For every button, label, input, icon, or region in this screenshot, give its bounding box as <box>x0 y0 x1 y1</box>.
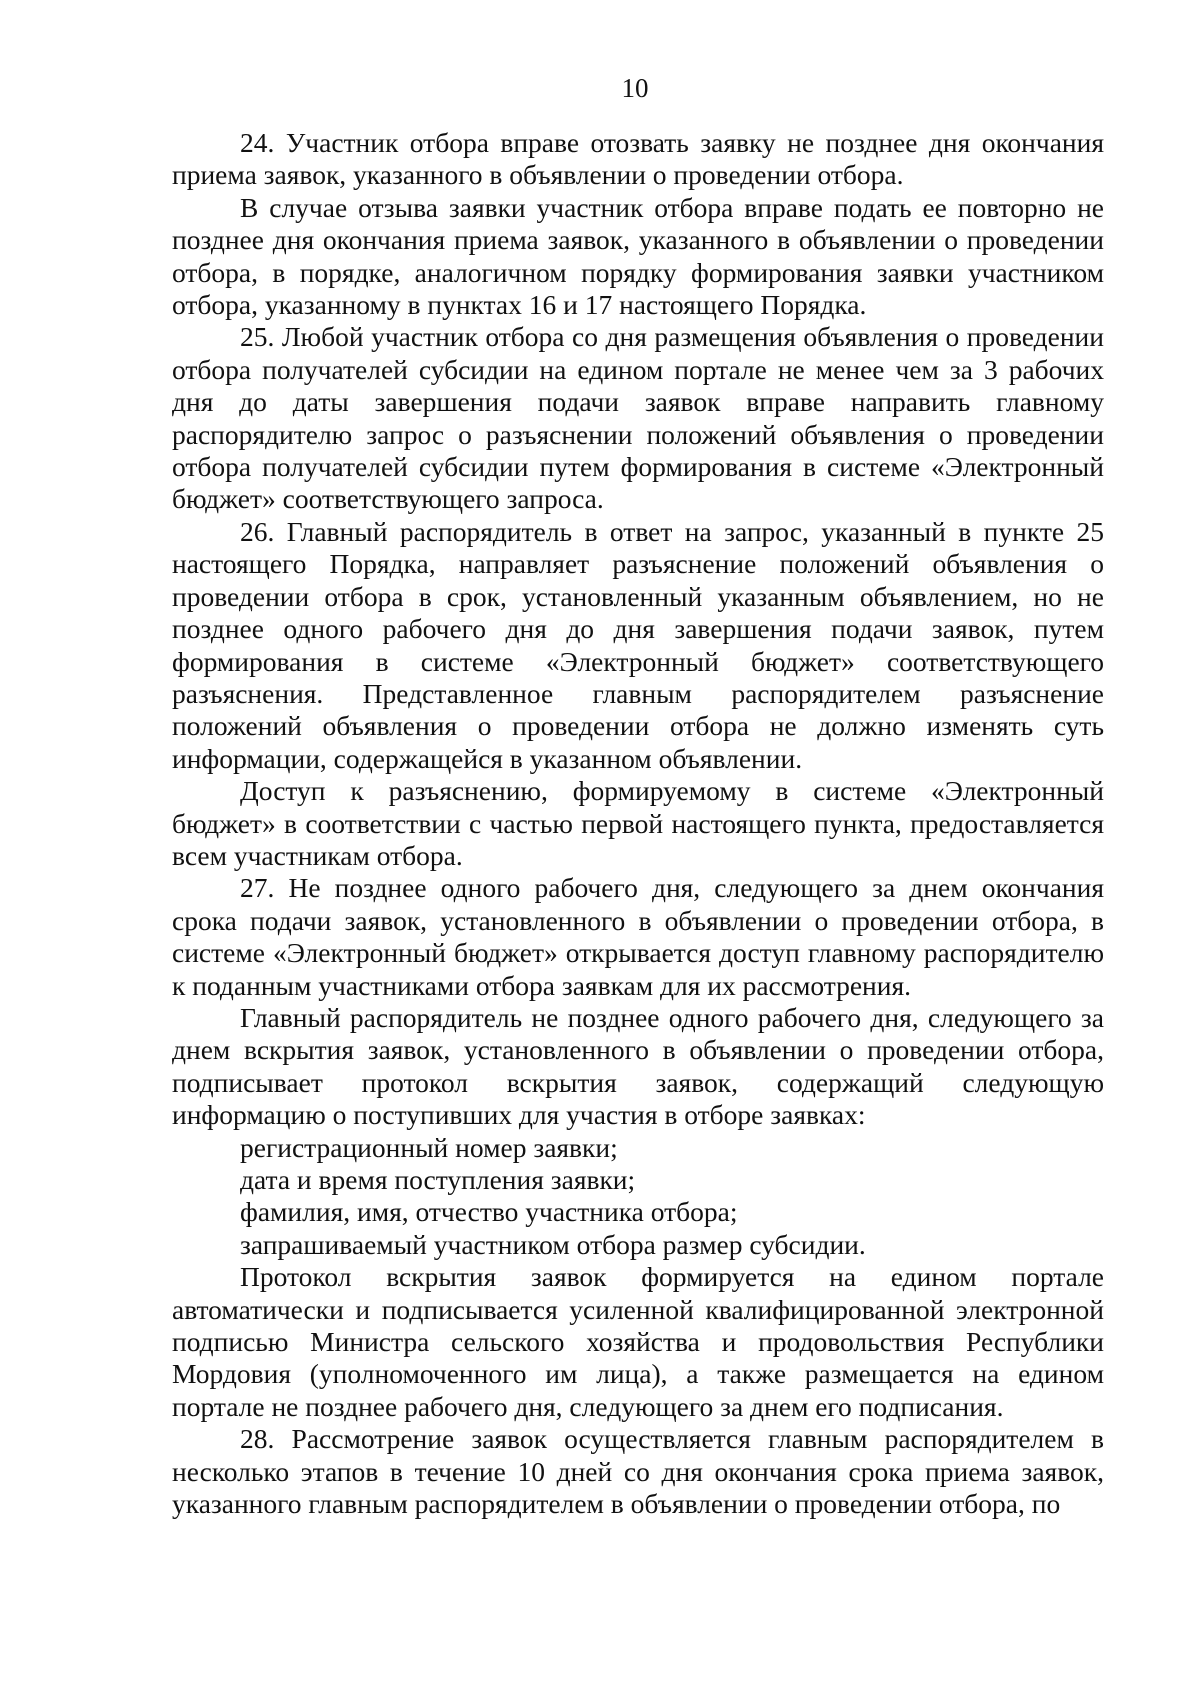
list-item: запрашиваемый участником отбора размер субсидии. <box>240 1228 866 1260</box>
paragraph-24: 24. Участник отбора вправе отозвать заявку не позднее дня окончания приема заявок, указанного в объявлении о проведении отбора. <box>172 127 1104 191</box>
paragraph-27-protocol: Главный распорядитель не позднее одного рабочего дня, следующего за днем вскрытия заявок, установленного в объявлении о проведении отбора, подписывает протокол вскрытия заявок, содержащий следующую информацию о поступивших для участия в отборе заявках: <box>172 1001 1104 1131</box>
list-item: регистрационный номер заявки; <box>240 1131 618 1163</box>
paragraph-28: 28. Рассмотрение заявок осуществляется главным распорядителем в несколько этапов в течение 10 дней со дня окончания срока приема заявок, указанного главным распорядителем в объявлении о проведении отбора, по <box>172 1423 1104 1520</box>
paragraph-24-withdrawal: В случае отзыва заявки участник отбора вправе подать ее повторно не позднее дня окончания приема заявок, указанного в объявлении о проведении отбора, в порядке, аналогичном порядку формирования заявки участником отбора, указанному в пунктах 16 и 17 настоящего Порядка. <box>172 191 1104 321</box>
page-number: 10 <box>621 73 649 103</box>
paragraph-protocol-signing: Протокол вскрытия заявок формируется на едином портале автоматически и подписывается усиленной квалифицированной электронной подписью Министра сельского хозяйства и продовольствия Республики Мордовия (уполномоченного им лица), а также размещается на едином портале не позднее рабочего дня, следующего за днем его подписания. <box>172 1261 1104 1422</box>
list-item: фамилия, имя, отчество участника отбора; <box>240 1196 738 1228</box>
list-item: дата и время поступления заявки; <box>240 1164 636 1195</box>
document-body <box>172 127 1104 1520</box>
paragraph-26: 26. Главный распорядитель в ответ на запрос, указанный в пункте 25 настоящего Порядка, направляет разъяснение положений объявления о проведении отбора в срок, установленный указанным объявлением, но не позднее одного рабочего дня до дня завершения подачи заявок, путем формирования в системе «Электронный бюджет» соответствующего разъяснения. Представленное главным распорядителем разъяснение положений объявления о проведении отбора не должно изменять суть информации, содержащейся в указанном объявлении. <box>172 515 1104 774</box>
paragraph-27: 27. Не позднее одного рабочего дня, следующего за днем окончания срока подачи заявок, установленного в объявлении о проведении отбора, в системе «Электронный бюджет» открывается доступ главному распорядителю к поданным участниками отбора заявкам для их рассмотрения. <box>172 872 1104 1001</box>
paragraph-25: 25. Любой участник отбора со дня размещения объявления о проведении отбора получателей субсидии на едином портале не менее чем за 3 рабочих дня до даты завершения подачи заявок вправе направить главному распорядителю запрос о разъяснении положений объявления о проведении отбора получателей субсидии путем формирования в системе «Электронный бюджет» соответствующего запроса. <box>172 321 1104 515</box>
paragraph-26-access: Доступ к разъяснению, формируемому в системе «Электронный бюджет» в соответствии с частью первой настоящего пункта, предоставляется всем участникам отбора. <box>172 775 1104 871</box>
